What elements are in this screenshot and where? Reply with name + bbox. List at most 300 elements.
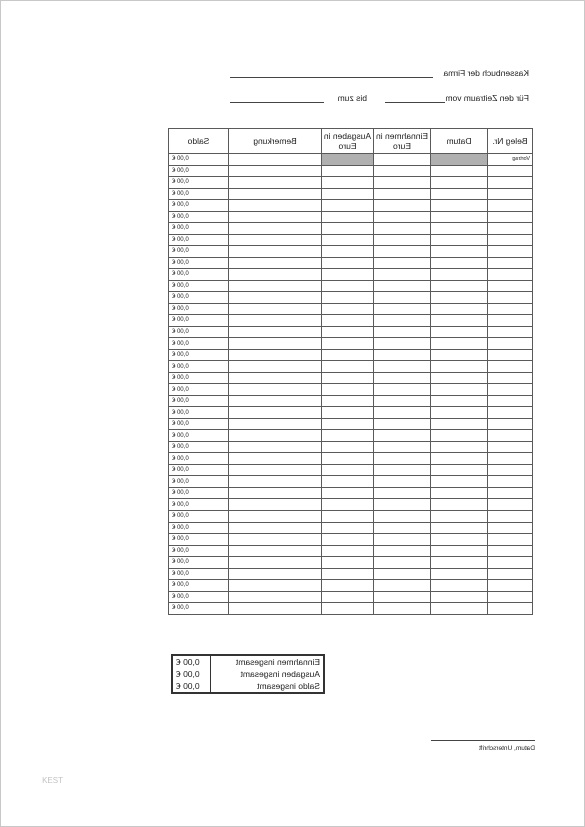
remark-cell[interactable] [229,223,322,235]
receipt-no-cell[interactable] [488,545,533,557]
receipt-no-cell[interactable] [488,603,533,615]
income-cell[interactable] [374,476,431,488]
remark-cell[interactable] [229,177,322,189]
date-cell[interactable] [431,269,488,281]
income-cell[interactable] [374,499,431,511]
receipt-no-cell[interactable] [488,211,533,223]
receipt-no-cell[interactable] [488,510,533,522]
table-row [169,338,533,350]
balance-cell: 0,00 € [169,326,229,338]
expense-cell[interactable] [322,453,374,465]
date-cell[interactable] [431,430,488,442]
date-cell[interactable] [431,534,488,546]
receipt-no-cell[interactable] [488,349,533,361]
table-row [169,246,533,258]
company-name-line[interactable] [230,77,433,78]
cash-book-table [168,128,533,615]
expense-cell[interactable] [322,349,374,361]
income-cell[interactable] [374,361,431,373]
remark-cell[interactable] [229,441,322,453]
expense-cell[interactable] [322,522,374,534]
expense-cell[interactable] [322,280,374,292]
column-header: Ausgaben in Euro [322,129,374,154]
income-cell[interactable] [374,177,431,189]
expense-cell[interactable] [322,361,374,373]
receipt-no-cell[interactable] [488,200,533,212]
remark-cell[interactable] [229,464,322,476]
table-row [169,568,533,580]
receipt-no-cell[interactable] [488,384,533,396]
receipt-no-cell[interactable] [488,453,533,465]
expense-cell[interactable] [322,372,374,384]
expense-cell[interactable] [322,292,374,304]
expense-cell[interactable] [322,568,374,580]
until-label: bis zum [337,93,367,103]
expense-cell[interactable] [322,499,374,511]
expense-cell[interactable] [322,510,374,522]
date-cell[interactable] [431,464,488,476]
receipt-no-cell[interactable] [488,188,533,200]
expense-cell[interactable] [322,200,374,212]
income-cell[interactable] [374,211,431,223]
date-cell[interactable] [431,384,488,396]
receipt-no-cell[interactable] [488,269,533,281]
column-header: Beleg Nr. [488,129,533,154]
balance-cell: 0,00 € [169,349,229,361]
income-cell[interactable] [374,165,431,177]
table-row [169,188,533,200]
summary-label: Ausgaben insgesamt [211,668,324,680]
remark-cell[interactable] [229,188,322,200]
receipt-no-cell[interactable] [488,280,533,292]
balance-cell: 0,00 € [169,246,229,258]
column-header: Einnahmen in Euro [374,129,431,154]
income-cell[interactable] [374,384,431,396]
date-cell[interactable] [431,591,488,603]
income-cell[interactable] [374,154,431,166]
receipt-no-cell[interactable] [488,441,533,453]
column-header: Bemerkung [229,129,322,154]
date-cell[interactable] [431,223,488,235]
date-cell[interactable] [431,487,488,499]
date-cell[interactable] [431,165,488,177]
income-cell[interactable] [374,510,431,522]
receipt-no-cell[interactable] [488,165,533,177]
income-cell[interactable] [374,188,431,200]
balance-cell: 0,00 € [169,534,229,546]
table-row [169,407,533,419]
table-row [169,154,533,166]
date-cell[interactable] [431,257,488,269]
expense-cell[interactable] [322,188,374,200]
balance-cell: 0,00 € [169,211,229,223]
receipt-no-cell[interactable] [488,338,533,350]
remark-cell[interactable] [229,545,322,557]
receipt-no-cell[interactable] [488,418,533,430]
date-cell[interactable] [431,407,488,419]
table-row [169,591,533,603]
table-row [169,603,533,615]
expense-cell[interactable] [322,223,374,235]
balance-cell: 0,00 € [169,453,229,465]
receipt-no-cell[interactable] [488,315,533,327]
balance-cell: 0,00 € [169,557,229,569]
receipt-no-cell[interactable] [488,234,533,246]
date-cell[interactable] [431,177,488,189]
summary-label: Saldo insgesamt [211,680,324,693]
receipt-no-cell[interactable] [488,292,533,304]
receipt-no-cell[interactable] [488,534,533,546]
balance-cell: 0,00 € [169,487,229,499]
expense-cell[interactable] [322,246,374,258]
remark-cell[interactable] [229,522,322,534]
expense-cell[interactable] [322,303,374,315]
expense-cell[interactable] [322,338,374,350]
table-row [169,499,533,511]
expense-cell[interactable] [322,315,374,327]
date-cell[interactable] [431,580,488,592]
summary-box [171,654,325,694]
balance-cell: 0,00 € [169,568,229,580]
receipt-no-cell[interactable] [488,372,533,384]
balance-cell: 0,00 € [169,603,229,615]
table-row [169,510,533,522]
table-header-row [169,129,533,154]
table-row [169,522,533,534]
receipt-no-cell[interactable] [488,246,533,258]
remark-cell[interactable] [229,269,322,281]
table-row [169,580,533,592]
balance-cell: 0,00 € [169,223,229,235]
income-cell[interactable] [374,591,431,603]
table-row [169,211,533,223]
table-row [169,395,533,407]
table-row [169,292,533,304]
income-cell[interactable] [374,580,431,592]
watermark: KEST [42,776,63,785]
receipt-no-cell[interactable] [488,430,533,442]
date-cell[interactable] [431,557,488,569]
remark-cell[interactable] [229,361,322,373]
balance-cell: 0,00 € [169,464,229,476]
remark-cell[interactable] [229,234,322,246]
remark-cell[interactable] [229,303,322,315]
period-to-line[interactable] [230,102,324,103]
expense-cell[interactable] [322,269,374,281]
balance-cell: 0,00 € [169,499,229,511]
income-cell[interactable] [374,372,431,384]
remark-cell[interactable] [229,580,322,592]
expense-cell[interactable] [322,165,374,177]
table-row [169,557,533,569]
table-row [169,361,533,373]
balance-cell: 0,00 € [169,177,229,189]
income-cell[interactable] [374,522,431,534]
remark-cell[interactable] [229,384,322,396]
summary-label: Einnahmen insgesamt [211,655,324,668]
table-row [169,269,533,281]
balance-cell: 0,00 € [169,338,229,350]
date-cell[interactable] [431,476,488,488]
table-row [169,303,533,315]
table-row [169,453,533,465]
table-row [169,326,533,338]
table-row [169,441,533,453]
date-cell[interactable] [431,349,488,361]
table-row [169,280,533,292]
balance-cell: 0,00 € [169,407,229,419]
receipt-no-cell[interactable] [488,177,533,189]
expense-cell[interactable] [322,441,374,453]
income-cell[interactable] [374,246,431,258]
balance-cell: 0,00 € [169,234,229,246]
balance-cell: 0,00 € [169,188,229,200]
balance-cell: 0,00 € [169,441,229,453]
income-cell[interactable] [374,395,431,407]
income-cell[interactable] [374,603,431,615]
date-cell[interactable] [431,545,488,557]
expense-cell[interactable] [322,591,374,603]
date-cell[interactable] [431,603,488,615]
balance-cell: 0,00 € [169,384,229,396]
summary-row [172,655,324,668]
income-cell[interactable] [374,349,431,361]
remark-cell[interactable] [229,568,322,580]
remark-cell[interactable] [229,154,322,166]
expense-cell[interactable] [322,384,374,396]
remark-cell[interactable] [229,200,322,212]
income-cell[interactable] [374,430,431,442]
date-cell[interactable] [431,395,488,407]
expense-cell[interactable] [322,430,374,442]
date-cell[interactable] [431,211,488,223]
expense-cell[interactable] [322,545,374,557]
expense-cell[interactable] [322,476,374,488]
table-row [169,372,533,384]
expense-cell[interactable] [322,234,374,246]
table-row [169,464,533,476]
date-cell[interactable] [431,499,488,511]
date-cell[interactable] [431,200,488,212]
remark-cell[interactable] [229,338,322,350]
income-cell[interactable] [374,223,431,235]
income-cell[interactable] [374,557,431,569]
expense-cell[interactable] [322,487,374,499]
receipt-no-cell[interactable] [488,557,533,569]
income-cell[interactable] [374,545,431,557]
income-cell[interactable] [374,338,431,350]
column-header: Saldo [169,129,229,154]
income-cell[interactable] [374,418,431,430]
expense-cell[interactable] [322,418,374,430]
expense-cell[interactable] [322,603,374,615]
balance-cell: 0,00 € [169,257,229,269]
date-cell[interactable] [431,246,488,258]
remark-cell[interactable] [229,534,322,546]
date-cell[interactable] [431,361,488,373]
remark-cell[interactable] [229,591,322,603]
expense-cell[interactable] [322,557,374,569]
receipt-no-cell[interactable] [488,522,533,534]
remark-cell[interactable] [229,430,322,442]
income-cell[interactable] [374,234,431,246]
table-row [169,545,533,557]
balance-cell: 0,00 € [169,580,229,592]
receipt-no-cell[interactable] [488,476,533,488]
table-row [169,487,533,499]
receipt-no-cell[interactable] [488,568,533,580]
table-row [169,349,533,361]
date-cell[interactable] [431,154,488,166]
period-label: Für den Zeitraum vom [445,93,529,103]
balance-cell: 0,00 € [169,154,229,166]
balance-cell: 0,00 € [169,522,229,534]
balance-cell: 0,00 € [169,372,229,384]
remark-cell[interactable] [229,315,322,327]
income-cell[interactable] [374,200,431,212]
column-header: Datum [431,129,488,154]
expense-cell[interactable] [322,154,374,166]
table-row [169,418,533,430]
date-cell[interactable] [431,234,488,246]
receipt-no-cell[interactable] [488,326,533,338]
date-cell[interactable] [431,338,488,350]
period-from-line[interactable] [385,102,445,103]
expense-cell[interactable] [322,177,374,189]
income-cell[interactable] [374,303,431,315]
income-cell[interactable] [374,280,431,292]
receipt-no-cell[interactable] [488,303,533,315]
remark-cell[interactable] [229,257,322,269]
summary-row [172,680,324,693]
table-row [169,534,533,546]
receipt-no-cell[interactable] [488,580,533,592]
receipt-no-cell[interactable] [488,499,533,511]
balance-cell: 0,00 € [169,200,229,212]
date-cell[interactable] [431,303,488,315]
remark-cell[interactable] [229,557,322,569]
table-row [169,165,533,177]
remark-cell[interactable] [229,453,322,465]
income-cell[interactable] [374,441,431,453]
signature-label: Datum, Unterschrift [479,745,535,752]
expense-cell[interactable] [322,580,374,592]
remark-cell[interactable] [229,292,322,304]
table-row [169,384,533,396]
balance-cell: 0,00 € [169,165,229,177]
summary-value: 0,00 € [176,669,200,679]
income-cell[interactable] [374,326,431,338]
table-row [169,257,533,269]
receipt-no-cell[interactable] [488,591,533,603]
balance-cell: 0,00 € [169,510,229,522]
table-row [169,476,533,488]
income-cell[interactable] [374,464,431,476]
remark-cell[interactable] [229,349,322,361]
date-cell[interactable] [431,568,488,580]
company-label: Kassenbuch der Firma [443,68,529,78]
income-cell[interactable] [374,568,431,580]
remark-cell[interactable] [229,499,322,511]
remark-cell[interactable] [229,418,322,430]
date-cell[interactable] [431,326,488,338]
receipt-no-cell[interactable] [488,257,533,269]
table-row [169,177,533,189]
balance-cell: 0,00 € [169,591,229,603]
income-cell[interactable] [374,407,431,419]
expense-cell[interactable] [322,326,374,338]
balance-cell: 0,00 € [169,292,229,304]
date-cell[interactable] [431,372,488,384]
remark-cell[interactable] [229,395,322,407]
balance-cell: 0,00 € [169,418,229,430]
carry-over-cell[interactable]: Vortrag [488,154,533,166]
remark-cell[interactable] [229,476,322,488]
remark-cell[interactable] [229,211,322,223]
receipt-no-cell[interactable] [488,361,533,373]
date-cell[interactable] [431,292,488,304]
remark-cell[interactable] [229,246,322,258]
income-cell[interactable] [374,487,431,499]
receipt-no-cell[interactable] [488,407,533,419]
expense-cell[interactable] [322,407,374,419]
balance-cell: 0,00 € [169,361,229,373]
expense-cell[interactable] [322,464,374,476]
date-cell[interactable] [431,510,488,522]
remark-cell[interactable] [229,407,322,419]
income-cell[interactable] [374,269,431,281]
remark-cell[interactable] [229,326,322,338]
balance-cell: 0,00 € [169,430,229,442]
remark-cell[interactable] [229,372,322,384]
date-cell[interactable] [431,441,488,453]
remark-cell[interactable] [229,510,322,522]
remark-cell[interactable] [229,280,322,292]
balance-cell: 0,00 € [169,395,229,407]
receipt-no-cell[interactable] [488,464,533,476]
income-cell[interactable] [374,315,431,327]
date-cell[interactable] [431,188,488,200]
income-cell[interactable] [374,257,431,269]
receipt-no-cell[interactable] [488,223,533,235]
expense-cell[interactable] [322,534,374,546]
income-cell[interactable] [374,534,431,546]
receipt-no-cell[interactable] [488,395,533,407]
date-cell[interactable] [431,418,488,430]
remark-cell[interactable] [229,487,322,499]
table-row [169,223,533,235]
table-row [169,234,533,246]
date-cell[interactable] [431,522,488,534]
signature-line[interactable] [431,740,535,741]
income-cell[interactable] [374,292,431,304]
date-cell[interactable] [431,453,488,465]
income-cell[interactable] [374,453,431,465]
expense-cell[interactable] [322,257,374,269]
balance-cell: 0,00 € [169,315,229,327]
table-row [169,200,533,212]
receipt-no-cell[interactable] [488,487,533,499]
remark-cell[interactable] [229,603,322,615]
summary-row [172,668,324,680]
balance-cell: 0,00 € [169,280,229,292]
expense-cell[interactable] [322,211,374,223]
expense-cell[interactable] [322,395,374,407]
date-cell[interactable] [431,315,488,327]
date-cell[interactable] [431,280,488,292]
remark-cell[interactable] [229,165,322,177]
balance-cell: 0,00 € [169,269,229,281]
